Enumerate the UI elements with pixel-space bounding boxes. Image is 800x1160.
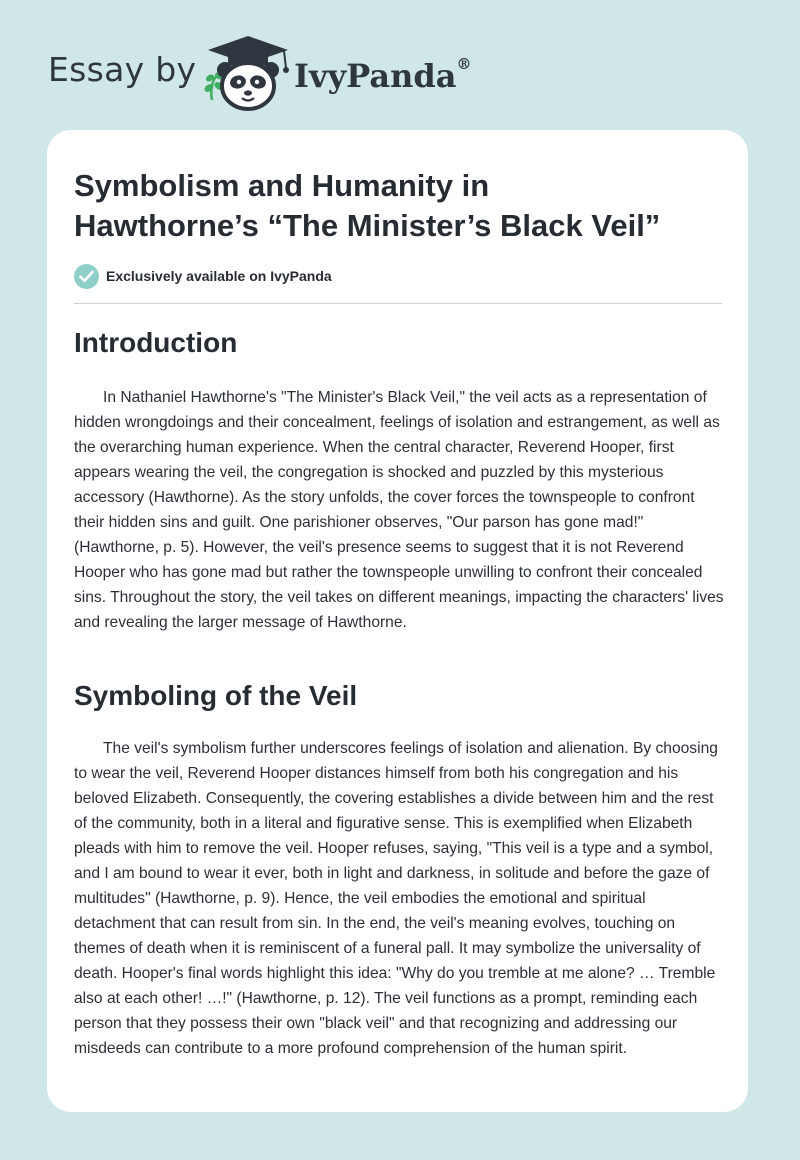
section-heading-introduction: Introduction xyxy=(74,327,238,358)
section-body-introduction: In Nathaniel Hawthorne's "The Minister's Black Veil," the veil acts as a representation of hidden wrongdoings and their concealment, feelings of isolation and estrangement, as well as the overarching human experience. When the central character, Reverend Hooper, first appears wearing the veil, the congregation is shocked and puzzled by this mysterious accessory (Hawthorne). As the story unfolds, the cover forces the townspeople to confront their hidden sins and guilt. One parishioner observes, "Our parson has gone mad!" (Hawthorne, p. 5). However, the veil's presence seems to suggest that it is not Reverend Hooper who has gone mad but rather the townspeople unwilling to confront their concealed sins. Throughout the story, the veil takes on different meanings, impacting the characters' lives and revealing the larger message of Hawthorne. xyxy=(74,389,724,631)
registered-mark: ® xyxy=(456,55,472,73)
essay-by-label: Essay by xyxy=(48,50,197,89)
site-header xyxy=(0,0,800,130)
essay-title-line-1: Symbolism and Humanity in xyxy=(74,168,490,203)
essay-title xyxy=(74,166,724,246)
divider xyxy=(74,303,722,304)
section-heading-symboling-of-the-veil: Symboling of the Veil xyxy=(74,680,358,711)
essay-title-line-2: Hawthorne’s “The Minister’s Black Veil” xyxy=(74,208,661,243)
essay-card xyxy=(47,130,748,1112)
exclusive-badge xyxy=(74,263,332,289)
exclusive-badge-label: Exclusively available on IvyPanda xyxy=(106,268,332,284)
check-circle-icon xyxy=(74,264,99,289)
brand-name[interactable]: IvyPanda® xyxy=(294,55,472,95)
section-body-symboling-of-the-veil: The veil's symbolism further underscores feelings of isolation and alienation. By choosing to wear the veil, Reverend Hooper distances himself from both his congregation and his beloved Elizabeth. Consequently, the covering establishes a divide between him and the rest of the community, both in a literal and figurative sense. This is exemplified when Elizabeth pleads with him to remove the veil. Hooper refuses, saying, "This veil is a type and a symbol, and I am bound to wear it ever, both in light and darkness, in solitude and before the gaze of multitudes" (Hawthorne, p. 9). Hence, the veil embodies the emotional and spiritual detachment that can result from sin. In the end, the veil's meaning evolves, touching on themes of death when it is reminiscent of a funeral pall. It may symbolize the universality of death. Hooper's final words highlight this idea: "Why do you tremble at me alone? … Tremble also at each other! …!" (Hawthorne, p. 12). The veil functions as a prompt, reminding each person that they possess their own "black veil" and that recognizing and addressing our misdeeds can contribute to a more profound comprehension of the human spirit. xyxy=(74,740,718,1057)
panda-graduate-icon[interactable] xyxy=(200,30,292,112)
